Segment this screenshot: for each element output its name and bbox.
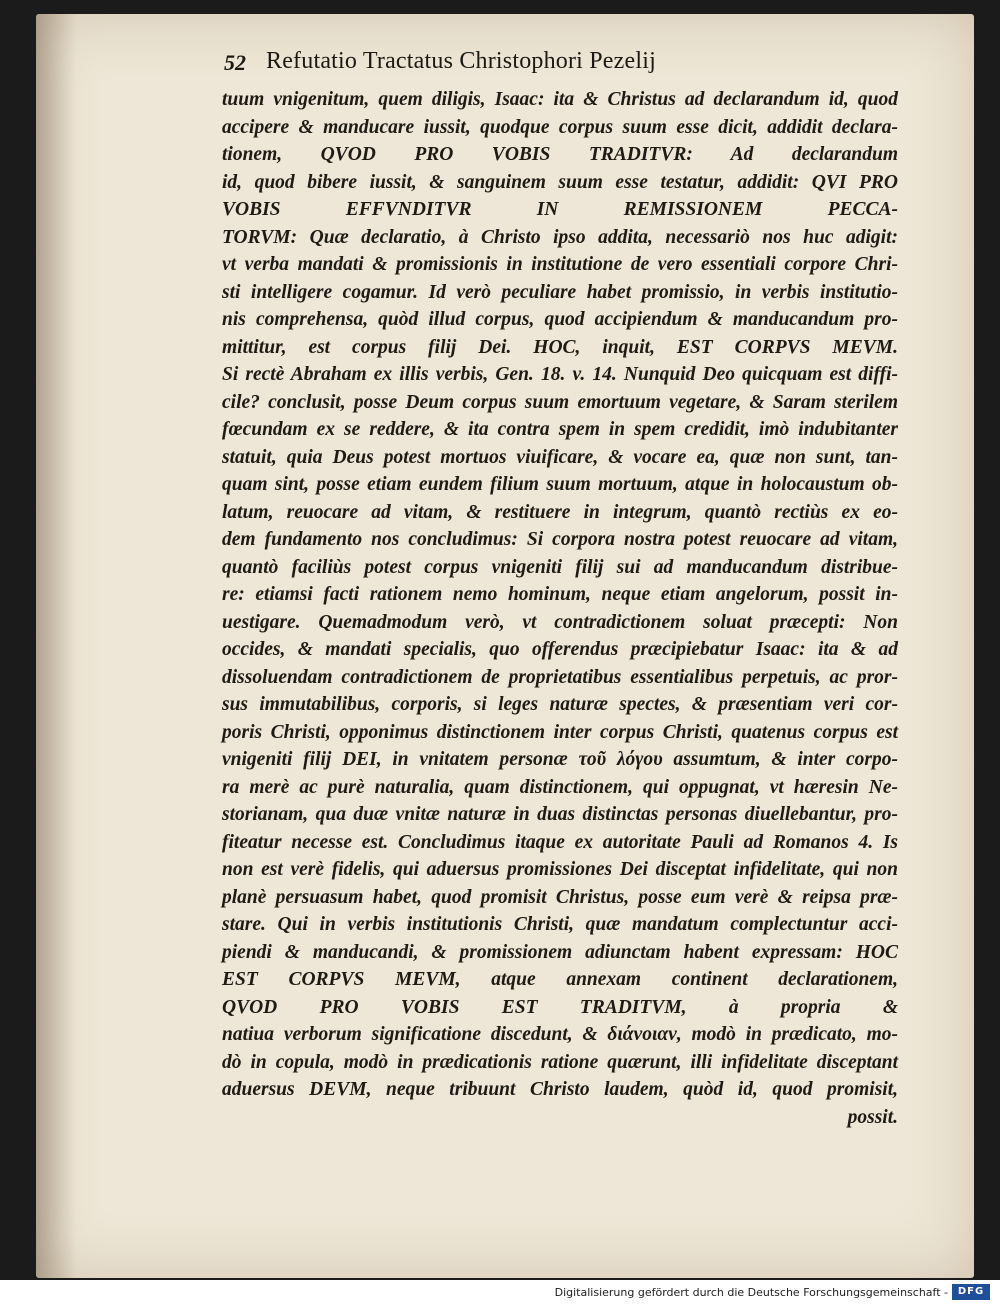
text-line: fœcundam ex se reddere, & ita contra spem in spem credidit, imò indubitanter (222, 419, 898, 440)
text-line: quantò faciliùs potest corpus vnigeniti filij sui ad manducandum distribue- (222, 556, 898, 578)
text-line: TORVM: Quæ declaratio, à Christo ipso addita, necessariò nos huc adigit: (222, 226, 898, 248)
text-line: VOBIS EFFVNDITVR IN REMISSIONEM PECCA- (222, 199, 898, 220)
text-line: non est verè fidelis, qui aduersus promissiones Dei disceptat infidelitate, qui non (222, 859, 898, 880)
text-line: EST CORPVS MEVM, atque annexam continent declarationem, (222, 969, 898, 990)
text-line: aduersus DEVM, neque tribuunt Christo laudem, quòd id, quod promisit, (222, 1079, 898, 1100)
text-line: piendi & manducandi, & promissionem adiunctam habent expressam: HOC (222, 941, 898, 963)
text-line: mittitur, est corpus filij Dei. HOC, inquit, EST CORPVS MEVM. (222, 336, 898, 358)
text-line: fiteatur necesse est. Concludimus itaque ex autoritate Pauli ad Romanos 4. Is (222, 831, 898, 853)
text-line: QVOD PRO VOBIS EST TRADITVM, à propria & (222, 996, 898, 1018)
text-line: cile? conclusit, posse Deum corpus suum emortuum vegetare, & Saram sterilem (222, 391, 898, 413)
text-line: dem fundamento nos concludimus: Si corpora nostra potest reuocare ad vitam, (222, 529, 898, 550)
page-number: 52 (224, 50, 246, 75)
digitization-credit: Digitalisierung gefördert durch die Deutsche Forschungsgemeinschaft - (554, 1286, 948, 1299)
text-line: poris Christi, opponimus distinctionem inter corpus Christi, quatenus corpus est (222, 721, 898, 743)
text-line: Si rectè Abraham ex illis verbis, Gen. 18. v. 14. Nunquid Deo quicquam est diffi- (222, 364, 898, 385)
text-line: quam sint, posse etiam eundem filium suum mortuum, atque in holocaustum ob- (222, 474, 898, 495)
text-line: sus immutabilibus, corporis, si leges naturæ spectes, & præsentiam veri cor- (222, 694, 898, 715)
text-line: re: etiamsi facti rationem nemo hominum, neque etiam angelorum, possit in- (222, 584, 898, 605)
text-line: stare. Qui in verbis institutionis Christi, quæ mandatum complectuntur acci- (222, 914, 898, 935)
text-line: latum, reuocare ad vitam, & restituere in integrum, quantò rectiùs ex eo- (222, 501, 898, 523)
text-line: uestigare. Quemadmodum verò, vt contradictionem soluat præcepti: Non (222, 611, 898, 633)
text-line: id, quod bibere iussit, & sanguinem suum esse testatur, addidit: QVI PRO (222, 171, 898, 193)
text-line: vt verba mandati & promissionis in institutione de vero essentiali corpore Chri- (222, 254, 898, 275)
running-title: Refutatio Tractatus Christophori Pezelij (266, 48, 656, 74)
text-line: sti intelligere cogamur. Id verò peculiare habet promissio, in verbis institutio- (222, 281, 898, 303)
text-line: dissoluendam contradictionem de proprietatibus essentialibus perpetuis, ac pror- (222, 666, 898, 688)
text-line: occides, & mandati specialis, quo offerendus præcipiebatur Isaac: ita & ad (222, 639, 898, 660)
text-line: possit. (847, 1106, 898, 1128)
text-line: vnigeniti filij DEI, in vnitatem personæ τοῦ λόγου assumtum, & inter corpo- (222, 749, 898, 770)
text-line: nis comprehensa, quòd illud corpus, quod accipiendum & manducandum pro- (222, 309, 898, 330)
text-line: natiua verborum significatione discedunt, & διάνοιαν, modò in prædicato, mo- (222, 1024, 898, 1045)
text-line: storianam, qua duæ vnitæ naturæ in duas distinctas personas diuellebantur, pro- (222, 804, 898, 825)
text-line: tuum vnigenitum, quem diligis, Isaac: ita & Christus ad declarandum id, quod (222, 89, 898, 110)
text-line: dò in copula, modò in prædicationis ratione quærunt, illi infidelitate disceptant (222, 1051, 898, 1073)
text-line: statuit, quia Deus potest mortuos viuificare, & vocare ea, quæ non sunt, tan- (222, 446, 898, 468)
body-text (222, 86, 898, 1131)
text-line: ra merè ac purè naturalia, quam distinctionem, qui oppugnat, vt hæresin Ne- (222, 776, 898, 798)
dfg-logo: DFG (952, 1284, 990, 1300)
text-line: tionem, QVOD PRO VOBIS TRADITVR: Ad declarandum (222, 144, 898, 165)
text-line: planè persuasum habet, quod promisit Christus, posse eum verè & reipsa præ- (222, 886, 898, 908)
text-line: accipere & manducare iussit, quodque corpus suum esse dicit, addidit declara- (222, 116, 898, 138)
page-header (224, 46, 824, 86)
